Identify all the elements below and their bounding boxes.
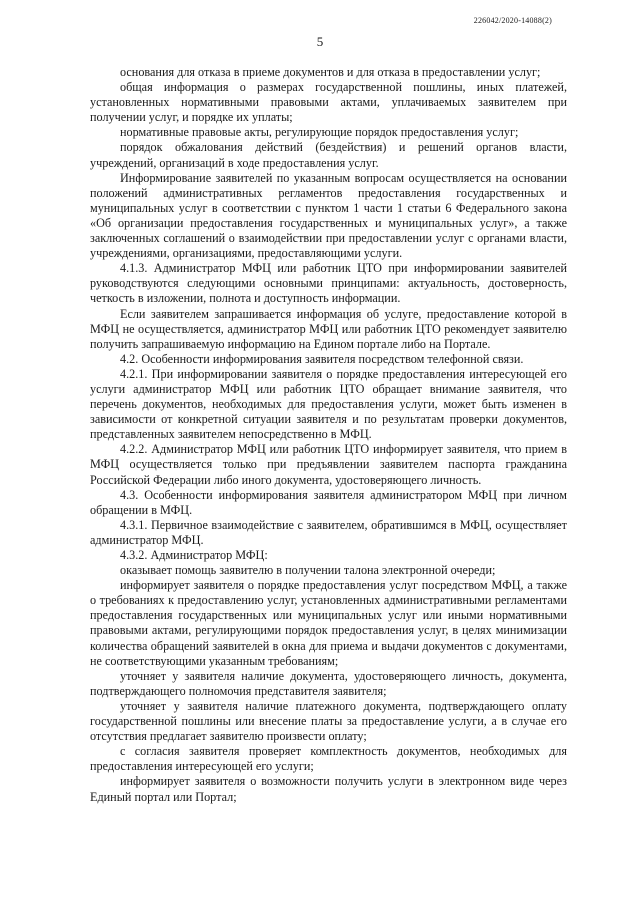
paragraph: 4.2.1. При информировании заявителя о порядке предоставления интересующей его услуги администратор МФЦ или работник ЦТО обращает внимание заявителя, что перечень документов, необходимых для предоставления услуги, может быть изменен в зависимости от конкретной ситуации заявителя и по результатам проверки документов, представленных заявителем непосредственно в МФЦ.	[90, 366, 567, 442]
document-id: 226042/2020-14088(2)	[473, 16, 552, 25]
paragraph: нормативные правовые акты, регулирующие порядок предоставления услуг;	[120, 125, 519, 140]
paragraph: с согласия заявителя проверяет комплектность документов, необходимых для предоставления интересующей его услуги;	[90, 744, 567, 774]
page-number: 5	[316, 34, 324, 49]
paragraph: 4.3.1. Первичное взаимодействие с заявителем, обратившимся в МФЦ, осуществляет администратор МФЦ.	[90, 517, 567, 547]
paragraph: Если заявителем запрашивается информация об услуге, предоставление которой в МФЦ не осуществляется, администратор МФЦ или работник ЦТО рекомендует заявителю получить запрашиваемую информацию на Едином портале либо на Портале.	[90, 306, 567, 351]
paragraph: Информирование заявителей по указанным вопросам осуществляется на основании положений административных регламентов предоставления государственных и муниципальных услуг в соответствии с пунктом 1 части 1 статьи 6 Федерального закона «Об организации предоставления государственных и муниципальных услуг», а также заключенных соглашений о взаимодействии при предоставлении услуг с органами власти, учреждениями, организациями, предоставляющими услуги.	[90, 170, 567, 261]
paragraph: порядок обжалования действий (бездействия) и решений органов власти, учреждений, организаций в ходе предоставления услуг.	[90, 140, 567, 170]
paragraph: оказывает помощь заявителю в получении талона электронной очереди;	[120, 563, 496, 578]
document-body	[90, 65, 567, 805]
paragraph: 4.3. Особенности информирования заявителя администратором МФЦ при личном обращении в МФЦ.	[90, 487, 567, 517]
paragraph: уточняет у заявителя наличие платежного документа, подтверждающего оплату государственной пошлины или внесение платы за предоставление услуги, а в случае его отсутствия предлагает заявителю произвести оплату;	[90, 698, 567, 744]
paragraph: 4.2. Особенности информирования заявителя посредством телефонной связи.	[120, 351, 524, 366]
paragraph: основания для отказа в приеме документов и для отказа в предоставлении услуг;	[120, 65, 541, 79]
paragraph: информирует заявителя о возможности получить услуги в электронном виде через Единый портал или Портал;	[90, 774, 567, 804]
paragraph: 4.2.2. Администратор МФЦ или работник ЦТО информирует заявителя, что прием в МФЦ осуществляется только при предъявлении заявителем паспорта гражданина Российской Федерации либо иного документа, удостоверяющего личность.	[90, 442, 567, 487]
paragraph: информирует заявителя о порядке предоставления услуг посредством МФЦ, а также о требованиях к предоставлению услуг, установленных административными регламентами предоставления государственных или муниципальных услуг или иными нормативными правовыми актами, регулирующими порядок предоставления услуг, в целях минимизации количества обращений заявителей в окна для приема и выдачи документов с документами, не соответствующими указанным требованиям;	[90, 578, 567, 668]
paragraph: уточняет у заявителя наличие документа, удостоверяющего личность, документа, подтверждающего полномочия представителя заявителя;	[90, 668, 567, 698]
paragraph: 4.1.3. Администратор МФЦ или работник ЦТО при информировании заявителей руководствуются следующими основными принципами: актуальность, достоверность, четкость в изложении, полнота и доступность информации.	[90, 261, 567, 306]
paragraph: общая информация о размерах государственной пошлины, иных платежей, установленных нормативными правовыми актами, уплачиваемых заявителем при получении услуг, и порядке их уплаты;	[90, 80, 567, 125]
paragraph: 4.3.2. Администратор МФЦ:	[120, 548, 268, 562]
